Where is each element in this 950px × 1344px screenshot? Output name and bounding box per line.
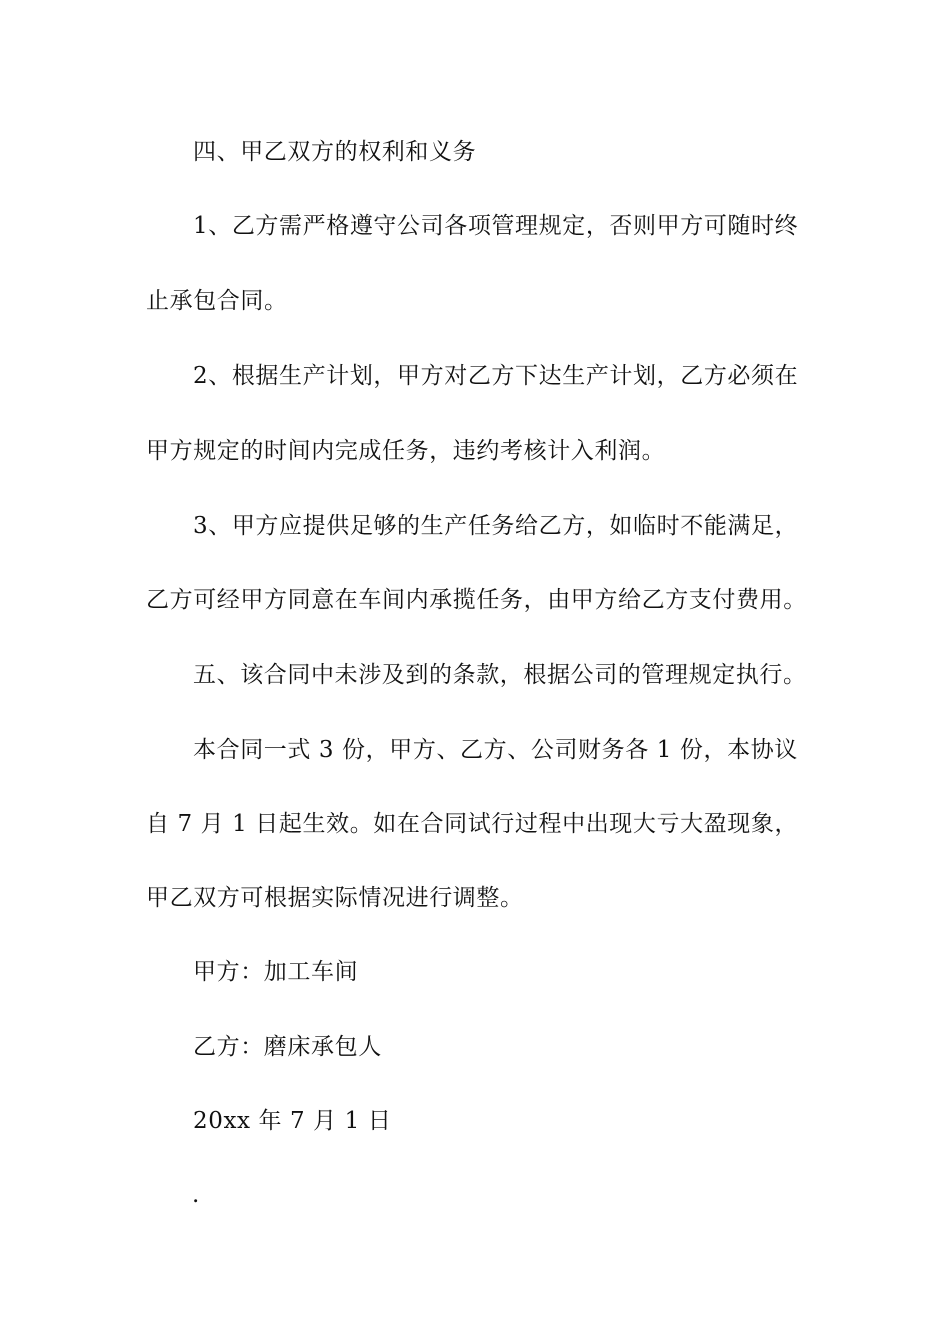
contract-copies-line-3: 甲乙双方可根据实际情况进行调整。 (146, 885, 524, 911)
section-heading-rights-obligations: 四、甲乙双方的权利和义务 (193, 139, 477, 165)
contract-copies-line-2: 自 7 月 1 日起生效。如在合同试行过程中出现大亏大盈现象， (146, 811, 799, 837)
clause-2-line-2: 甲方规定的时间内完成任务，违约考核计入利润。 (146, 438, 666, 464)
clause-1-line-1: 1、乙方需严格遵守公司各项管理规定，否则甲方可随时终 (193, 213, 799, 239)
party-b-signature-line: 乙方：磨床承包人 (193, 1034, 382, 1060)
clause-3-line-1: 3、甲方应提供足够的生产任务给乙方，如临时不能满足， (193, 513, 799, 539)
clause-1-line-2: 止承包合同。 (146, 288, 288, 314)
contract-copies-line-1: 本合同一式 3 份，甲方、乙方、公司财务各 1 份，本协议 (193, 737, 798, 763)
party-a-signature-line: 甲方：加工车间 (193, 959, 359, 985)
trailing-dot: . (192, 1182, 200, 1208)
clause-2-line-1: 2、根据生产计划，甲方对乙方下达生产计划，乙方必须在 (193, 363, 799, 389)
clause-3-line-2: 乙方可经甲方同意在车间内承揽任务，由甲方给乙方支付费用。 (146, 587, 807, 613)
section-five-paragraph: 五、该合同中未涉及到的条款，根据公司的管理规定执行。 (193, 662, 807, 688)
contract-date: 20xx 年 7 月 1 日 (193, 1108, 392, 1134)
